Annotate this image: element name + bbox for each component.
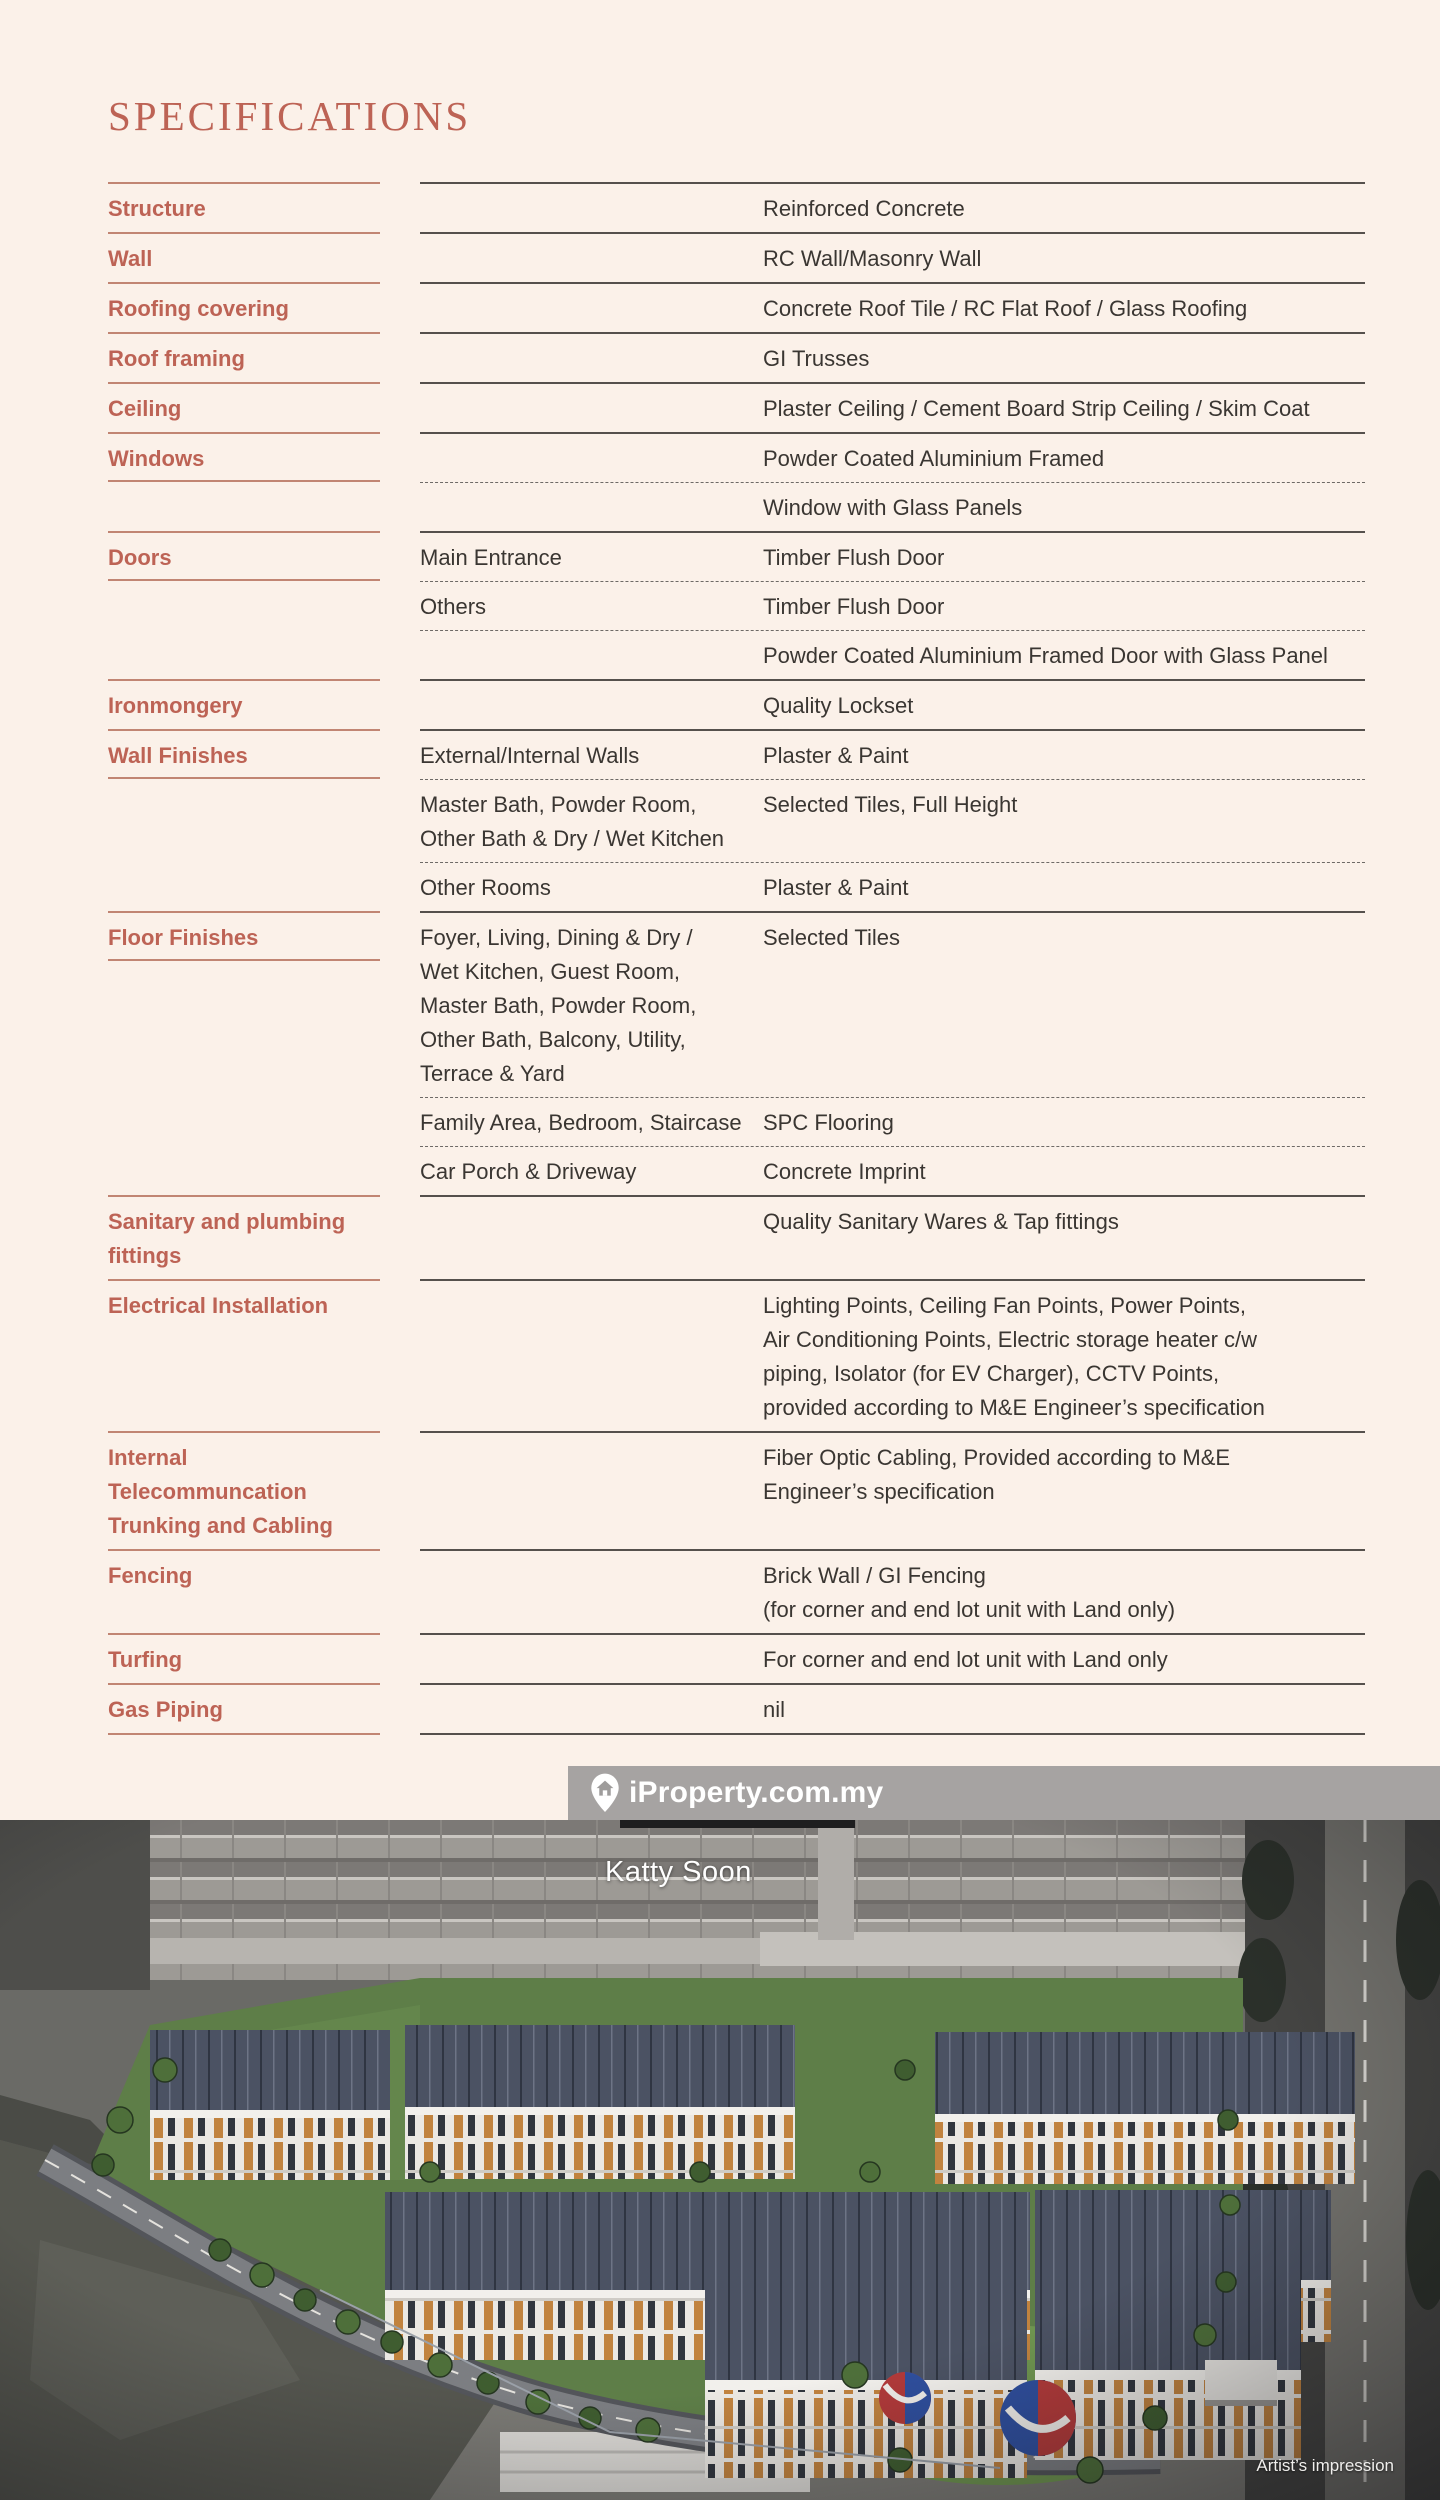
spec-label-cell xyxy=(108,531,380,679)
column-gap xyxy=(380,1279,420,1431)
spec-subcategory: Others xyxy=(420,594,487,619)
spec-value: RC Wall/Masonry Wall xyxy=(763,246,982,271)
spec-value: Concrete Imprint xyxy=(763,1159,926,1184)
iproperty-logo xyxy=(590,1772,883,1814)
spec-content-cell xyxy=(420,1431,1365,1549)
spec-row xyxy=(420,1433,1365,1515)
agent-name-overlay: Katty Soon xyxy=(605,1856,752,1888)
spec-label: Wall Finishes xyxy=(108,731,380,779)
spec-value: Plaster & Paint xyxy=(763,743,909,768)
spec-row xyxy=(420,533,1365,581)
column-gap xyxy=(380,432,420,531)
page-title: SPECIFICATIONS xyxy=(108,93,472,139)
spec-subcategory: External/Internal Walls xyxy=(420,743,640,768)
spec-label-cell xyxy=(108,1279,380,1431)
spec-section xyxy=(108,432,1365,531)
spec-subcategory: Foyer, Living, Dining & Dry / Wet Kitchen, Guest Room, Master Bath, Powder Room, Other Bath, Balcony, Utility, Terrace & Yard xyxy=(420,925,697,1086)
spec-row xyxy=(420,1685,1365,1733)
spec-row xyxy=(420,913,1365,1097)
spec-value: Lighting Points, Ceiling Fan Points, Power Points, Air Conditioning Points, Electric storage heater c/w piping, Isolator (for EV Charger), CCTV Points, provided according to M&E Engineer’s specification xyxy=(763,1293,1265,1420)
column-gap xyxy=(380,1195,420,1279)
spec-content-cell xyxy=(420,679,1365,729)
watermark-bar xyxy=(568,1766,1440,1820)
aerial-render-graphic xyxy=(0,1820,1440,2500)
spec-subcategory xyxy=(420,292,763,326)
spec-table xyxy=(108,182,1365,1735)
spec-label-cell xyxy=(108,232,380,282)
spec-section xyxy=(108,531,1365,679)
spec-section xyxy=(108,232,1365,282)
spec-subcategory: Car Porch & Driveway xyxy=(420,1159,637,1184)
spec-value: Window with Glass Panels xyxy=(763,495,1023,520)
spec-value: Timber Flush Door xyxy=(763,545,945,570)
spec-label-cell xyxy=(108,1633,380,1683)
spec-row xyxy=(420,234,1365,282)
spec-content-cell xyxy=(420,1683,1365,1735)
spec-row xyxy=(420,1551,1365,1633)
spec-row xyxy=(420,731,1365,779)
spec-label: Doors xyxy=(108,533,380,581)
spec-subcategory xyxy=(420,491,763,525)
spec-section xyxy=(108,729,1365,911)
spec-section xyxy=(108,1683,1365,1735)
spec-label: Fencing xyxy=(108,1563,193,1588)
spec-row xyxy=(420,1097,1365,1146)
spec-label-cell xyxy=(108,911,380,1195)
spec-label-cell xyxy=(108,1683,380,1735)
spec-section xyxy=(108,282,1365,332)
spec-content-cell xyxy=(420,1195,1365,1279)
spec-content-cell xyxy=(420,531,1365,679)
spec-label-cell xyxy=(108,1195,380,1279)
spec-section xyxy=(108,382,1365,432)
spec-label-cell xyxy=(108,282,380,332)
spec-row xyxy=(420,1197,1365,1245)
spec-row xyxy=(420,630,1365,679)
spec-label: Structure xyxy=(108,196,206,221)
spec-row xyxy=(420,284,1365,332)
spec-subcategory: Other Rooms xyxy=(420,875,551,900)
spec-section xyxy=(108,1279,1365,1431)
spec-subcategory: Family Area, Bedroom, Staircase xyxy=(420,1110,742,1135)
spec-subcategory xyxy=(420,1693,763,1727)
spec-content-cell xyxy=(420,282,1365,332)
spec-content-cell xyxy=(420,1279,1365,1431)
spec-row xyxy=(420,384,1365,432)
spec-content-cell xyxy=(420,1549,1365,1633)
spec-subcategory xyxy=(420,689,763,723)
spec-row xyxy=(420,681,1365,729)
watermark-brand-text: iProperty.com.my xyxy=(629,1776,884,1809)
spec-value: nil xyxy=(763,1697,786,1722)
spec-subcategory xyxy=(420,1643,763,1677)
spec-value: Selected Tiles, Full Height xyxy=(763,792,1018,817)
column-gap xyxy=(380,531,420,679)
spec-label-cell xyxy=(108,729,380,911)
spec-value: Quality Lockset xyxy=(763,693,914,718)
spec-value: Timber Flush Door xyxy=(763,594,945,619)
spec-subcategory xyxy=(420,1559,763,1627)
spec-row xyxy=(420,1146,1365,1195)
spec-subcategory: Main Entrance xyxy=(420,545,562,570)
column-gap xyxy=(380,679,420,729)
spec-value: Plaster & Paint xyxy=(763,875,909,900)
spec-row xyxy=(420,862,1365,911)
spec-subcategory xyxy=(420,242,763,276)
column-gap xyxy=(380,1549,420,1633)
spec-label: Gas Piping xyxy=(108,1697,223,1722)
spec-label: Electrical Installation xyxy=(108,1293,329,1318)
spec-row xyxy=(420,1281,1365,1431)
spec-label: Ceiling xyxy=(108,396,182,421)
spec-content-cell xyxy=(420,382,1365,432)
spec-section xyxy=(108,911,1365,1195)
column-gap xyxy=(380,1633,420,1683)
spec-row xyxy=(420,1635,1365,1683)
spec-label-cell xyxy=(108,332,380,382)
spec-label: Ironmongery xyxy=(108,693,243,718)
spec-value: SPC Flooring xyxy=(763,1110,894,1135)
column-gap xyxy=(380,332,420,382)
spec-label: Wall xyxy=(108,246,153,271)
column-gap xyxy=(380,182,420,232)
spec-subcategory xyxy=(420,342,763,376)
location-pin-house-icon xyxy=(590,1772,620,1814)
spec-section xyxy=(108,1549,1365,1633)
spec-content-cell xyxy=(420,911,1365,1195)
spec-section xyxy=(108,182,1365,232)
spec-label-cell xyxy=(108,182,380,232)
column-gap xyxy=(380,729,420,911)
spec-label: Roofing covering xyxy=(108,296,289,321)
spec-content-cell xyxy=(420,182,1365,232)
spec-section xyxy=(108,1633,1365,1683)
artists-impression-caption: Artist’s impression xyxy=(1256,2456,1394,2475)
spec-row xyxy=(420,184,1365,232)
spec-content-cell xyxy=(420,232,1365,282)
spec-subcategory xyxy=(420,1289,763,1425)
spec-label: Floor Finishes xyxy=(108,913,380,961)
spec-value: Quality Sanitary Wares & Tap fittings xyxy=(763,1209,1119,1234)
spec-row xyxy=(420,581,1365,630)
spec-label-cell xyxy=(108,1549,380,1633)
spec-value: Plaster Ceiling / Cement Board Strip Ceiling / Skim Coat xyxy=(763,396,1310,421)
spec-value: Brick Wall / GI Fencing (for corner and end lot unit with Land only) xyxy=(763,1563,1176,1622)
spec-subcategory xyxy=(420,392,763,426)
spec-label-cell xyxy=(108,432,380,531)
spec-section xyxy=(108,332,1365,382)
spec-subcategory: Master Bath, Powder Room, Other Bath & Dry / Wet Kitchen xyxy=(420,792,725,851)
spec-label-cell xyxy=(108,679,380,729)
spec-label-cell xyxy=(108,1431,380,1549)
spec-row xyxy=(420,434,1365,482)
spec-section xyxy=(108,679,1365,729)
spec-row xyxy=(420,779,1365,862)
spec-label: Turfing xyxy=(108,1647,183,1672)
spec-label: Roof framing xyxy=(108,346,245,371)
spec-content-cell xyxy=(420,1633,1365,1683)
aerial-photo xyxy=(0,1820,1440,2500)
spec-label: Windows xyxy=(108,434,380,482)
spec-value: Selected Tiles xyxy=(763,925,900,950)
spec-value: For corner and end lot unit with Land only xyxy=(763,1647,1168,1672)
spec-subcategory xyxy=(420,1205,763,1239)
spec-section xyxy=(108,1431,1365,1549)
spec-section xyxy=(108,1195,1365,1279)
spec-content-cell xyxy=(420,332,1365,382)
spec-value: Reinforced Concrete xyxy=(763,196,965,221)
spec-value: Powder Coated Aluminium Framed xyxy=(763,446,1105,471)
spec-value: Concrete Roof Tile / RC Flat Roof / Glass Roofing xyxy=(763,296,1248,321)
spec-row xyxy=(420,482,1365,531)
spec-value: Fiber Optic Cabling, Provided according to M&E Engineer’s specification xyxy=(763,1445,1231,1504)
spec-value: Powder Coated Aluminium Framed Door with Glass Panel xyxy=(763,643,1328,668)
spec-subcategory xyxy=(420,192,763,226)
column-gap xyxy=(380,911,420,1195)
spec-subcategory xyxy=(420,1441,763,1509)
spec-row xyxy=(420,334,1365,382)
spec-content-cell xyxy=(420,729,1365,911)
spec-subcategory xyxy=(420,639,763,673)
column-gap xyxy=(380,232,420,282)
spec-label: Internal Telecommuncation Trunking and Cabling xyxy=(108,1445,333,1538)
column-gap xyxy=(380,1683,420,1735)
column-gap xyxy=(380,382,420,432)
column-gap xyxy=(380,282,420,332)
spec-value: GI Trusses xyxy=(763,346,870,371)
spec-subcategory xyxy=(420,442,763,476)
spec-label-cell xyxy=(108,382,380,432)
spec-label: Sanitary and plumbing fittings xyxy=(108,1209,346,1268)
spec-content-cell xyxy=(420,432,1365,531)
column-gap xyxy=(380,1431,420,1549)
